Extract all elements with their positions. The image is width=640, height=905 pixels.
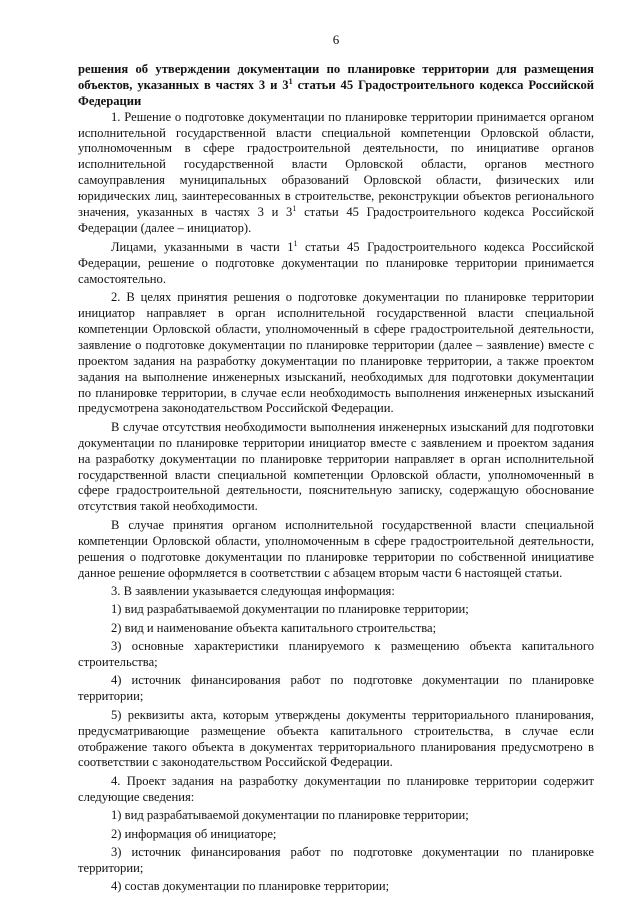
- paragraph-6: 3. В заявлении указывается следующая информация:: [111, 583, 395, 598]
- paragraph-5: В случае принятия органом исполнительной государственной власти специальной компетенции Орловской области, уполномоченным в сфере градостроительной деятельности, решения о подготовке документации по планировке территории по собственной инициативе данное решение оформляется в соответствии с абзацем вторым части 6 настоящей статьи.: [78, 517, 594, 580]
- list-item-4-4: 4) состав документации по планировке территории;: [111, 879, 390, 894]
- list-item-3-5: 5) реквизиты акта, которым утверждены документы территориального планирования, предусматривающие размещение объекта капитального строительства, в случае если отображение такого объекта в документах территориального планирования предусмотрено в соответствии с законодательством Российской Федерации.: [78, 707, 594, 770]
- document-page: [78, 32, 594, 898]
- paragraph-text: 1. Решение о подготовке документации по планировке территории принимается органом исполнительной государственной власти специальной компетенции Орловской области, уполномоченным в сфере градостроительной деятельности, по инициативе органов исполнительной государственной власти Орловской области, органов местного самоуправления муниципальных образований Орловской области, физических или юридических лиц, заинтересованных в строительстве, реконструкции объектов регионального значения, указанных в частях 3 и 3: [78, 109, 594, 220]
- list-item-3-3: 3) основные характеристики планируемого к размещению объекта капитального строительства;: [78, 639, 594, 670]
- paragraph-3: 2. В целях принятия решения о подготовке документации по планировке территории инициатор направляет в орган исполнительной государственной власти специальной компетенции Орловской области, уполномоченный в сфере градостроительной деятельности, заявление о подготовке документации по планировке территории (далее – заявление) вместе с проектом задания на разработку документации по планировке территории, а также проектом задания на выполнение инженерных изысканий, необходимых для подготовки документации по планировке территории, в случае если необходимость выполнения инженерных изысканий предусмотрена законодательством Российской Федерации.: [78, 290, 594, 416]
- paragraph-7: 4. Проект задания на разработку документации по планировке территории содержит следующие сведения:: [78, 773, 594, 804]
- paragraph-text: Лицами, указанными в части 1: [111, 239, 294, 254]
- list-item-4-1: 1) вид разрабатываемой документации по планировке территории;: [111, 808, 469, 823]
- paragraph-text: статьи 45 Градостроительного кодекса Российской Федерации, решение о подготовке документации по планировке территории принимается самостоятельно.: [78, 239, 594, 286]
- paragraph-2: [78, 240, 594, 288]
- list-item-4-2: 2) информация об инициаторе;: [111, 826, 277, 841]
- superscript: 1: [293, 238, 298, 248]
- paragraph-4: В случае отсутствия необходимости выполнения инженерных изысканий для подготовки документации по планировке территории инициатор вместе с заявлением и проектом задания на разработку документации по планировке территории направляет в орган исполнительной государственной власти специальной компетенции Орловской области, уполномоченный в сфере градостроительной деятельности, пояснительную записку, содержащую обоснование отсутствия такой необходимости.: [78, 419, 594, 514]
- heading-text-a: решения об утверждении документации по планировке территории для размещения объектов, указанных в частях 3 и 3: [78, 61, 594, 92]
- list-item-3-4: 4) источник финансирования работ по подготовке документации по планировке территории;: [78, 673, 594, 704]
- list-item-3-1: 1) вид разрабатываемой документации по планировке территории;: [111, 602, 469, 617]
- superscript: 1: [292, 203, 297, 213]
- page-number: 6: [332, 32, 340, 47]
- section-heading: [78, 62, 594, 110]
- list-item-3-2: 2) вид и наименование объекта капитального строительства;: [111, 620, 437, 635]
- heading-text-b: статьи 45 Градостроительного кодекса Российской Федерации: [78, 77, 594, 108]
- paragraph-1: [78, 110, 594, 237]
- paragraph-text: статьи 45 Градостроительного кодекса Российской Федерации (далее – инициатор).: [78, 205, 594, 235]
- heading-superscript: 1: [288, 76, 293, 86]
- list-item-4-3: 3) источник финансирования работ по подготовке документации по планировке территории;: [78, 845, 594, 875]
